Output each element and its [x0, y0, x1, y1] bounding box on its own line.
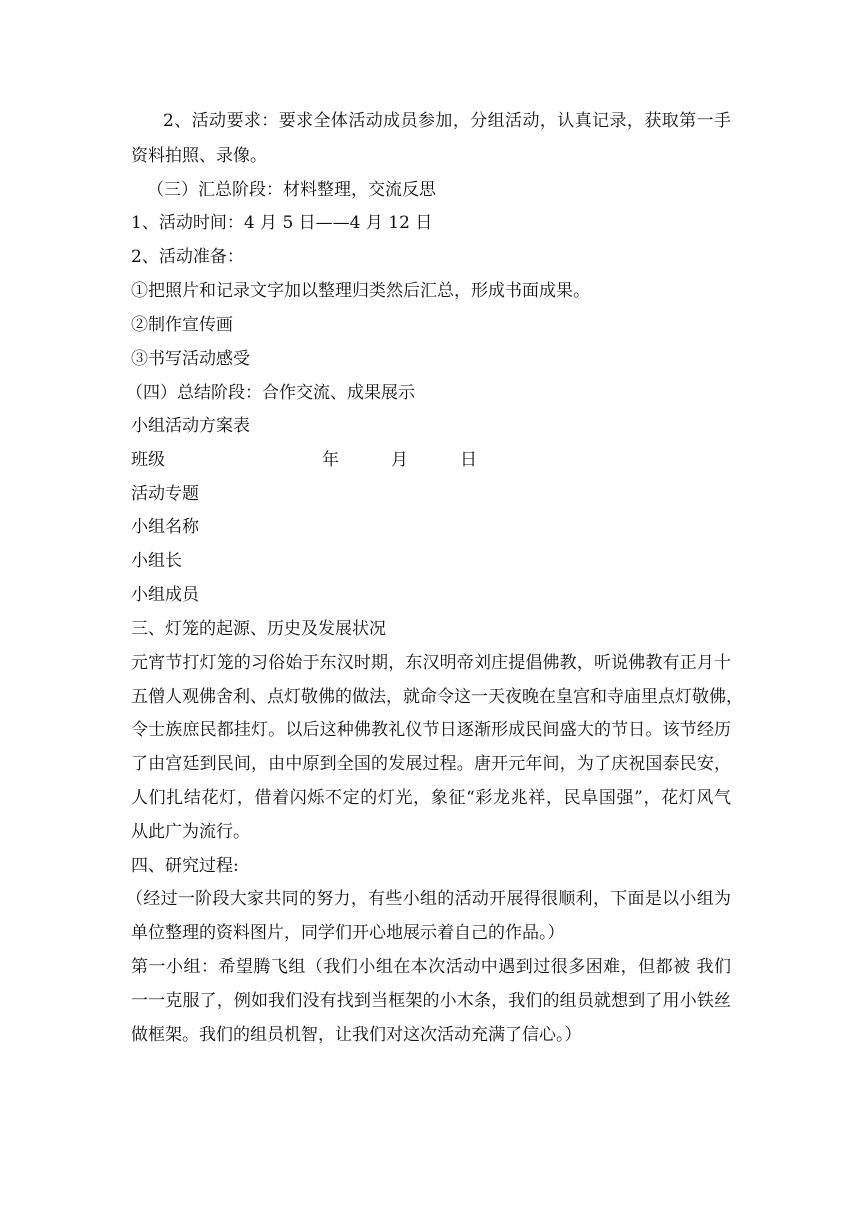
stage3-item-1: ①把照片和记录文字加以整理归类然后汇总，形成书面成果。	[131, 281, 590, 301]
section4-heading: 四、研究过程:	[131, 856, 239, 876]
group-name-label: 小组名称	[131, 517, 199, 537]
section4-intro-line-1: （经过一阶段大家共同的努力，有些小组的活动开展得很顺利，下面是以小组为	[126, 889, 731, 909]
section3-line-2: 五僧人观佛舍利、点灯敬佛的做法，就命令这一天夜晚在皇宫和寺庙里点灯敬佛，	[131, 687, 743, 707]
topic-label: 活动专题	[131, 484, 199, 504]
members-label: 小组成员	[131, 585, 199, 605]
year-label: 年	[322, 450, 339, 470]
group1-line-3: 做框架。我们的组员机智，让我们对这次活动充满了信心。）	[131, 1025, 582, 1045]
month-label: 月	[391, 450, 408, 470]
stage3-prep: 2、活动准备：	[131, 247, 244, 267]
plan-class-date-row	[131, 450, 731, 470]
section3-line-3: 令士族庶民都挂灯。以后这种佛教礼仪节日逐渐形成民间盛大的节日。该节经历	[131, 720, 731, 740]
stage4-heading: （四）总结阶段：合作交流、成果展示	[126, 383, 415, 403]
stage2-requirement-line2: 资料拍照、录像。	[131, 146, 267, 166]
stage3-item-3: ③书写活动感受	[131, 349, 250, 369]
stage3-heading: （三）汇总阶段：材料整理，交流反思	[147, 180, 436, 200]
section3-line-1: 元宵节打灯笼的习俗始于东汉时期，东汉明帝刘庄提倡佛教，听说佛教有正月十	[131, 653, 731, 673]
stage3-time: 1、活动时间：4 月 5 日——4 月 12 日	[131, 213, 433, 233]
group1-line-1: 第一小组：希望腾飞组（我们小组在本次活动中遇到过很多困难，但都被 我们	[131, 957, 731, 977]
stage2-requirement-line1: 2、活动要求：要求全体活动成员参加，分组活动，认真记录，获取第一手	[163, 111, 731, 131]
section3-line-6: 从此广为流行。	[131, 822, 250, 842]
stage3-item-2: ②制作宣传画	[131, 315, 233, 335]
section3-line-4: 了由宫廷到民间，由中原到全国的发展过程。唐开元年间，为了庆祝国泰民安，	[131, 754, 731, 774]
day-label: 日	[460, 450, 477, 470]
section4-intro-line-2: 单位整理的资料图片，同学们开心地展示着自己的作品。）	[131, 923, 565, 943]
group1-line-2: 一一克服了，例如我们没有找到当框架的小木条，我们的组员就想到了用小铁丝	[131, 991, 731, 1011]
leader-label: 小组长	[131, 551, 182, 571]
section3-heading: 三、灯笼的起源、历史及发展状况	[131, 619, 386, 639]
plan-table-title: 小组活动方案表	[131, 416, 250, 436]
class-label: 班级	[131, 450, 165, 470]
section3-line-5: 人们扎结花灯，借着闪烁不定的灯光，象征“彩龙兆祥，民阜国强”，花灯风气	[131, 788, 731, 808]
